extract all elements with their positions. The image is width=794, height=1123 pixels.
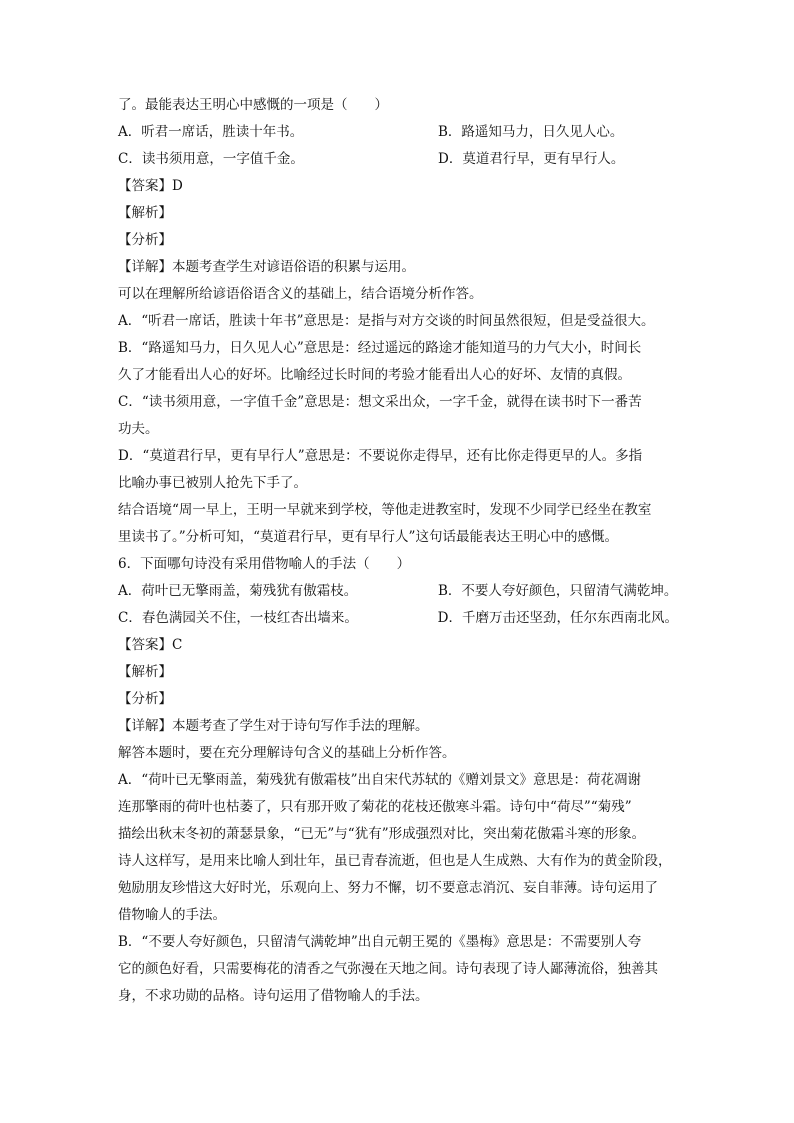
q6-jiexi-heading: 【解析】 xyxy=(118,664,172,680)
q5-option-c: C．读书须用意，一字值千金。 xyxy=(118,151,304,167)
document-page xyxy=(118,92,678,1010)
q6-detail-line: 它的颜色好看，只需要梅花的清香之气弥漫在天地之间。诗句表现了诗人鄙薄流俗，独善其 xyxy=(118,961,658,977)
q5-options-row-2 xyxy=(118,146,678,173)
q6-detail-line: A．“荷叶已无擎雨盖，菊残犹有傲霜枝”出自宋代苏轼的《赠刘景文》意思是：荷花凋谢 xyxy=(118,772,642,788)
q5-detail-line: C．“读书须用意，一字值千金”意思是：想文采出众，一字千金，就得在读书时下一番苦 xyxy=(118,394,642,410)
q6-options-row-2 xyxy=(118,605,678,632)
q5-option-b: B．路遥知马力，日久见人心。 xyxy=(438,124,624,140)
q5-answer: 【答案】D xyxy=(118,178,183,194)
q5-detail-line: 【详解】本题考查学生对谚语俗语的积累与运用。 xyxy=(118,259,415,275)
q5-detail-line: A．“听君一席话，胜读十年书”意思是：是指与对方交谈的时间虽然很短，但是受益很大。 xyxy=(118,313,655,329)
q5-option-d: D．莫道君行早，更有早行人。 xyxy=(438,151,625,167)
q6-detail-line: 连那擎雨的荷叶也枯萎了，只有那开败了菊花的花枝还傲寒斗霜。诗句中“荷尽”“菊残” xyxy=(118,799,632,815)
q5-detail-line: 久了才能看出人心的好坏。比喻经过长时间的考验才能看出人心的好坏、友情的真假。 xyxy=(118,367,631,383)
q6-detail-line: B．“不要人夸好颜色，只留清气满乾坤”出自元朝王冕的《墨梅》意思是：不需要别人夸 xyxy=(118,934,642,950)
q5-stem-tail: 了。最能表达王明心中感慨的一项是（ ） xyxy=(118,97,388,113)
q6-answer: 【答案】C xyxy=(118,637,183,653)
q6-stem: 6．下面哪句诗没有采用借物喻人的手法（ ） xyxy=(118,556,411,572)
q5-option-a: A．听君一席话，胜读十年书。 xyxy=(118,124,304,140)
q5-detail-line: 结合语境“周一早上，王明一早就来到学校，等他走进教室时，发现不少同学已经坐在教室 xyxy=(118,502,652,518)
q6-option-b: B．不要人夸好颜色，只留清气满乾坤。 xyxy=(438,583,678,599)
q6-options-row-1 xyxy=(118,578,678,605)
q5-detail-line: 功夫。 xyxy=(118,421,159,437)
q6-detail-line: 借物喻人的手法。 xyxy=(118,907,226,923)
q6-detail-line: 解答本题时，要在充分理解诗句含义的基础上分析作答。 xyxy=(118,745,456,761)
q6-detail-line: 诗人这样写，是用来比喻人到壮年，虽已青春流逝，但也是人生成熟、大有作为的黄金阶段， xyxy=(118,853,672,869)
q6-option-d: D．千磨万击还坚劲，任尔东西南北风。 xyxy=(437,610,678,626)
q6-option-a: A．荷叶已无擎雨盖，菊残犹有傲霜枝。 xyxy=(118,583,358,599)
q5-jiexi-heading: 【解析】 xyxy=(118,205,172,221)
q5-detail-line: 比喻办事已被别人抢先下手了。 xyxy=(118,475,307,491)
q6-detail-line: 勉励朋友珍惜这大好时光，乐观向上、努力不懈，切不要意志消沉、妄自菲薄。诗句运用了 xyxy=(118,880,658,896)
q5-detail-line: B．“路遥知马力，日久见人心”意思是：经过遥远的路途才能知道马的力气大小，时间长 xyxy=(118,340,642,356)
q6-detail-line: 【详解】本题考查了学生对于诗句写作手法的理解。 xyxy=(118,718,429,734)
q5-fenxi-heading: 【分析】 xyxy=(118,232,172,248)
q6-detail-line: 身，不求功勋的品格。诗句运用了借物喻人的手法。 xyxy=(118,988,429,1004)
q5-options-row-1 xyxy=(118,119,678,146)
q5-detail-line: 可以在理解所给谚语俗语含义的基础上，结合语境分析作答。 xyxy=(118,286,483,302)
q6-detail-line: 描绘出秋末冬初的萧瑟景象，“已无”与“犹有”形成强烈对比，突出菊花傲霜斗寒的形象。 xyxy=(118,826,646,842)
q5-detail-line: D．“莫道君行早，更有早行人”意思是：不要说你走得早，还有比你走得更早的人。多指 xyxy=(118,448,643,464)
q6-option-c: C．春色满园关不住，一枝红杏出墙来。 xyxy=(118,610,358,626)
q6-fenxi-heading: 【分析】 xyxy=(118,691,172,707)
q5-detail-line: 里读书了。”分析可知，“莫道君行早，更有早行人”这句话最能表达王明心中的感慨。 xyxy=(118,529,618,545)
